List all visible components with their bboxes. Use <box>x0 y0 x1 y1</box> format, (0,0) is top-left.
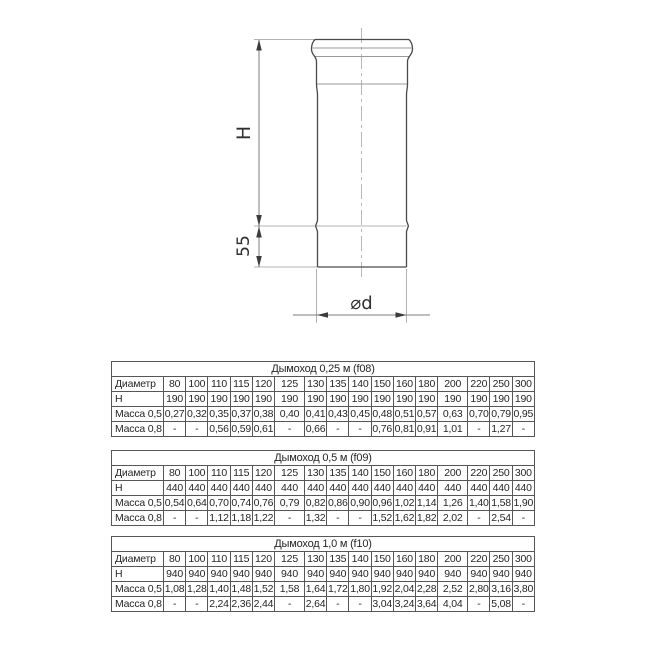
table-row <box>112 466 535 481</box>
table-cell: 2,64 <box>305 598 326 610</box>
dimension-lines <box>259 40 430 315</box>
table-cell: 4,04 <box>438 597 468 612</box>
table-cell: 0,79 <box>491 408 511 420</box>
table-title-row <box>112 451 535 466</box>
table-cell: 190 <box>230 392 252 407</box>
table-cell: 115 <box>230 466 252 481</box>
table-cell: 2,02 <box>438 511 468 526</box>
table-cell: 0,91 <box>416 423 437 435</box>
table-cell: 160 <box>393 552 415 567</box>
table-cell: 1,92 <box>372 583 393 595</box>
table-cell: 120 <box>252 466 274 481</box>
table-cell: 1,12 <box>209 512 229 524</box>
table-cell: - <box>468 422 490 437</box>
table-cell: 940 <box>393 567 415 582</box>
table-cell: 2,36 <box>231 598 252 610</box>
table-cell: 1,58 <box>275 582 305 597</box>
table-cell: 0,74 <box>231 497 252 509</box>
table-title: Дымоход 0,5 м (f09) <box>112 451 535 466</box>
table-cell: 0,66 <box>305 423 326 435</box>
table-cell: 940 <box>230 567 252 582</box>
row-label: Масса 0,8 <box>112 511 164 526</box>
extension-lines <box>254 40 407 324</box>
table-cell: 80 <box>164 466 186 481</box>
table-cell: 0,70 <box>469 408 489 420</box>
table-cell: 0,81 <box>394 423 415 435</box>
table-cell: - <box>512 511 534 526</box>
table-cell: 0,90 <box>350 497 370 509</box>
table-cell: 115 <box>230 552 252 567</box>
table-cell: 3,64 <box>416 598 437 610</box>
table-cell: 190 <box>186 392 208 407</box>
table-cell: 0,37 <box>231 408 252 420</box>
table-cell: 940 <box>305 567 327 582</box>
table-cell: 440 <box>327 481 349 496</box>
table-cell: 1,58 <box>491 497 511 509</box>
table-cell: 3,04 <box>372 598 393 610</box>
table-cell: 0,41 <box>305 408 326 420</box>
table-cell: 125 <box>275 466 305 481</box>
table-cell: 125 <box>275 377 305 392</box>
table-cell: 0,70 <box>209 497 229 509</box>
row-label: Масса 0,5 <box>112 582 164 597</box>
row-label: Н <box>112 481 164 496</box>
table-cell: 1,64 <box>305 583 326 595</box>
table-cell: 190 <box>208 392 230 407</box>
table-cell: 440 <box>208 481 230 496</box>
table-cell: 140 <box>349 466 371 481</box>
table-cell: 135 <box>327 552 349 567</box>
table-cell: 0,76 <box>253 497 274 509</box>
row-label: Масса 0,5 <box>112 496 164 511</box>
table-cell: 140 <box>349 377 371 392</box>
table-cell: - <box>186 511 208 526</box>
table-cell: 180 <box>416 552 438 567</box>
table-row <box>112 377 535 392</box>
table-cell: 1,18 <box>231 512 252 524</box>
table-cell: 940 <box>438 567 468 582</box>
table-cell: 200 <box>438 377 468 392</box>
table-cell: 440 <box>512 481 534 496</box>
table-cell: 2,44 <box>253 598 274 610</box>
table-cell: 940 <box>416 567 438 582</box>
table-cell: 220 <box>468 552 490 567</box>
table-cell: 125 <box>275 552 305 567</box>
table-cell: 440 <box>305 481 327 496</box>
table-cell: - <box>275 422 305 437</box>
table-cell: 110 <box>208 552 230 567</box>
table-cell: 110 <box>208 377 230 392</box>
table-row <box>112 496 535 511</box>
table-cell: 1,02 <box>394 497 415 509</box>
table-cell: 110 <box>208 466 230 481</box>
table-cell: 190 <box>393 392 415 407</box>
table-cell: 140 <box>349 552 371 567</box>
table-cell: 0,54 <box>164 497 185 509</box>
table-cell: 1,90 <box>513 497 534 509</box>
table-cell: 0,51 <box>394 408 415 420</box>
table-cell: 940 <box>186 567 208 582</box>
table-cell: 440 <box>468 481 490 496</box>
table-cell: 0,40 <box>275 407 305 422</box>
table-cell: 80 <box>164 552 186 567</box>
table-cell: 1,27 <box>491 423 511 435</box>
table-cell: - <box>349 511 371 526</box>
table-cell: 0,59 <box>231 423 252 435</box>
table-cell: 2,28 <box>416 583 437 595</box>
table-cell: 1,28 <box>186 583 207 595</box>
row-label: Диаметр <box>112 552 164 567</box>
table-cell: 440 <box>230 481 252 496</box>
table-cell: 100 <box>186 466 208 481</box>
table-cell: 2,24 <box>209 598 229 610</box>
table-cell: 115 <box>230 377 252 392</box>
table-cell: 2,54 <box>491 512 511 524</box>
table-cell: 0,56 <box>209 423 229 435</box>
table-cell: 3,80 <box>513 583 534 595</box>
table-cell: 250 <box>490 377 512 392</box>
table-title-row <box>112 362 535 377</box>
table-cell: - <box>468 597 490 612</box>
table-cell: 0,32 <box>186 408 207 420</box>
table-cell: - <box>512 597 534 612</box>
table-cell: 130 <box>305 377 327 392</box>
table-cell: 0,96 <box>372 497 393 509</box>
table-cell: 0,45 <box>350 408 370 420</box>
table-cell: 440 <box>349 481 371 496</box>
table-cell: 440 <box>393 481 415 496</box>
table-cell: 130 <box>305 552 327 567</box>
table-cell: - <box>164 511 186 526</box>
table-cell: 940 <box>512 567 534 582</box>
table-cell: 940 <box>275 567 305 582</box>
table-cell: 80 <box>164 377 186 392</box>
table-cell: 440 <box>371 481 393 496</box>
table-cell: - <box>275 511 305 526</box>
table-cell: - <box>186 422 208 437</box>
table-cell: - <box>468 511 490 526</box>
table-cell: 190 <box>305 392 327 407</box>
table-cell: - <box>164 597 186 612</box>
table-cell: 440 <box>275 481 305 496</box>
table-cell: 440 <box>186 481 208 496</box>
spec-table-f10 <box>111 536 535 612</box>
spec-table-f08 <box>111 361 535 437</box>
table-cell: 1,48 <box>231 583 252 595</box>
table-cell: - <box>349 422 371 437</box>
table-cell: 190 <box>349 392 371 407</box>
table-cell: 0,76 <box>372 423 393 435</box>
table-cell: 1,26 <box>438 496 468 511</box>
table-cell: 2,80 <box>469 583 489 595</box>
table-cell: 440 <box>416 481 438 496</box>
table-cell: 0,64 <box>186 497 207 509</box>
table-cell: 440 <box>490 481 512 496</box>
table-row <box>112 567 535 582</box>
dim-label-diameter: ⌀d <box>350 293 373 314</box>
table-cell: 440 <box>252 481 274 496</box>
table-cell: 1,32 <box>305 512 326 524</box>
table-cell: 190 <box>371 392 393 407</box>
table-cell: 940 <box>490 567 512 582</box>
table-cell: 2,04 <box>394 583 415 595</box>
row-label: Масса 0,8 <box>112 422 164 437</box>
table-cell: 190 <box>468 392 490 407</box>
table-cell: 190 <box>252 392 274 407</box>
table-cell: 0,86 <box>328 497 348 509</box>
pipe-bead-lines <box>313 48 412 84</box>
table-cell: 190 <box>416 392 438 407</box>
table-cell: 250 <box>490 466 512 481</box>
table-cell: 1,14 <box>416 497 437 509</box>
table-cell: 100 <box>186 552 208 567</box>
table-cell: 0,82 <box>305 497 326 509</box>
table-cell: 220 <box>468 377 490 392</box>
table-cell: 1,52 <box>372 512 393 524</box>
table-cell: 940 <box>349 567 371 582</box>
dimension-arrows <box>256 40 406 318</box>
table-cell: 190 <box>490 392 512 407</box>
table-cell: 190 <box>327 392 349 407</box>
table-cell: - <box>275 597 305 612</box>
table-cell: 200 <box>438 466 468 481</box>
row-label: Н <box>112 392 164 407</box>
table-cell: 3,16 <box>491 583 511 595</box>
table-cell: 1,72 <box>328 583 348 595</box>
table-cell: 0,43 <box>328 408 348 420</box>
table-cell: 1,08 <box>164 583 185 595</box>
table-cell: 940 <box>327 567 349 582</box>
dim-label-height: H <box>233 125 255 141</box>
table-cell: - <box>164 422 186 437</box>
table-cell: 1,01 <box>438 422 468 437</box>
table-cell: 0,57 <box>416 408 437 420</box>
table-cell: 100 <box>186 377 208 392</box>
table-cell: 440 <box>164 481 186 496</box>
table-cell: 0,95 <box>513 408 534 420</box>
table-row <box>112 582 535 597</box>
table-cell: 1,52 <box>253 583 274 595</box>
table-row <box>112 511 535 526</box>
table-cell: 190 <box>512 392 534 407</box>
table-cell: 150 <box>371 552 393 567</box>
table-cell: - <box>349 597 371 612</box>
table-row <box>112 481 535 496</box>
row-label: Диаметр <box>112 466 164 481</box>
table-cell: - <box>327 511 349 526</box>
table-cell: 180 <box>416 377 438 392</box>
table-cell: 160 <box>393 377 415 392</box>
table-cell: 0,38 <box>253 408 274 420</box>
table-cell: 0,63 <box>438 407 468 422</box>
table-cell: 130 <box>305 466 327 481</box>
dim-label-socket-length: 55 <box>234 235 254 257</box>
table-cell: 940 <box>371 567 393 582</box>
table-cell: 1,80 <box>350 583 370 595</box>
table-cell: 250 <box>490 552 512 567</box>
table-cell: 1,40 <box>469 497 489 509</box>
table-cell: 2,52 <box>438 582 468 597</box>
table-cell: 0,61 <box>253 423 274 435</box>
table-title: Дымоход 1,0 м (f10) <box>112 537 535 552</box>
table-cell: 1,40 <box>209 583 229 595</box>
table-row <box>112 392 535 407</box>
table-cell: 0,27 <box>164 408 185 420</box>
table-cell: 5,08 <box>491 598 511 610</box>
table-cell: 0,35 <box>209 408 229 420</box>
table-cell: 120 <box>252 552 274 567</box>
table-cell: 0,79 <box>275 496 305 511</box>
table-cell: 1,22 <box>253 512 274 524</box>
table-cell: - <box>186 597 208 612</box>
table-cell: 0,48 <box>372 408 393 420</box>
row-label: Н <box>112 567 164 582</box>
table-cell: 120 <box>252 377 274 392</box>
pipe-outline <box>312 40 413 268</box>
table-cell: - <box>512 422 534 437</box>
row-label: Масса 0,5 <box>112 407 164 422</box>
table-cell: 135 <box>327 466 349 481</box>
table-row <box>112 597 535 612</box>
table-cell: 1,62 <box>394 512 415 524</box>
table-row <box>112 552 535 567</box>
table-title-row <box>112 537 535 552</box>
table-cell: 180 <box>416 466 438 481</box>
row-label: Диаметр <box>112 377 164 392</box>
table-row <box>112 422 535 437</box>
table-cell: 300 <box>512 552 534 567</box>
table-cell: - <box>327 597 349 612</box>
table-cell: 190 <box>438 392 468 407</box>
table-cell: 220 <box>468 466 490 481</box>
table-cell: 300 <box>512 466 534 481</box>
spec-table-f09 <box>111 450 535 526</box>
row-label: Масса 0,8 <box>112 597 164 612</box>
table-cell: 190 <box>164 392 186 407</box>
table-title: Дымоход 0,25 м (f08) <box>112 362 535 377</box>
table-cell: 150 <box>371 377 393 392</box>
table-cell: 160 <box>393 466 415 481</box>
table-cell: 940 <box>252 567 274 582</box>
table-cell: 1,82 <box>416 512 437 524</box>
table-cell: - <box>327 422 349 437</box>
table-cell: 940 <box>468 567 490 582</box>
table-cell: 940 <box>208 567 230 582</box>
table-cell: 440 <box>438 481 468 496</box>
table-cell: 150 <box>371 466 393 481</box>
table-cell: 190 <box>275 392 305 407</box>
table-cell: 135 <box>327 377 349 392</box>
table-cell: 3,24 <box>394 598 415 610</box>
table-cell: 940 <box>164 567 186 582</box>
table-cell: 300 <box>512 377 534 392</box>
table-row <box>112 407 535 422</box>
table-cell: 200 <box>438 552 468 567</box>
